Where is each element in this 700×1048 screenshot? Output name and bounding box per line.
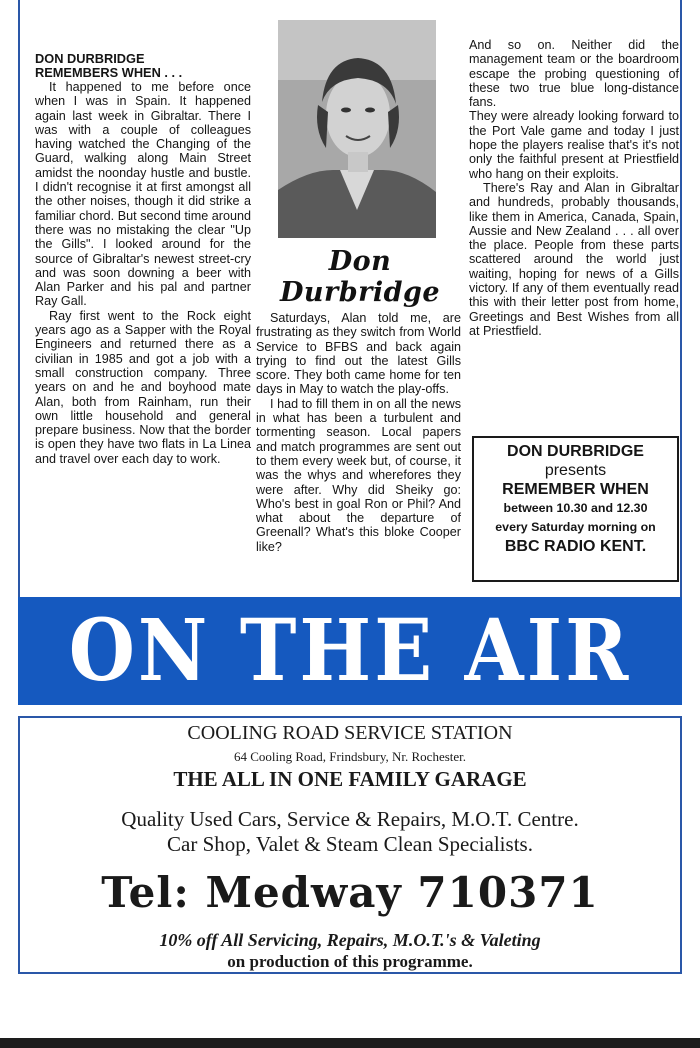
promo-presents: presents <box>544 462 607 479</box>
promo-station: BBC RADIO KENT. <box>504 538 647 555</box>
ad-slogan: THE ALL IN ONE FAMILY GARAGE <box>173 767 527 791</box>
ad-services-line-2: Car Shop, Valet & Steam Clean Specialists. <box>167 832 533 856</box>
page-bottom-rule <box>0 1038 700 1048</box>
article-paragraph: Saturdays, Alan told me, are frustrating as they switch from World Service to BFBS and back again trying to find out the latest Gills score. They both came home for ten days in May to watch the play-offs. <box>256 311 461 397</box>
garage-advert <box>18 716 682 974</box>
promo-day: every Saturday morning on <box>495 520 656 534</box>
portrait-photo <box>278 20 436 238</box>
article-paragraph: They were already looking forward to the Port Vale game and today I just hope the players realise that's it's not only the faithful present at Priestfield who hang on their exploits. <box>469 109 679 181</box>
ad-services-line-1: Quality Used Cars, Service & Repairs, M.O.T. Centre. <box>121 807 579 831</box>
ad-address: 64 Cooling Road, Frindsbury, Nr. Rochester. <box>233 749 467 764</box>
promo-presenter: DON DURBRIDGE <box>507 443 644 460</box>
article-paragraph: Ray first went to the Rock eight years ago as a Sapper with the Royal Engineers and returned there as a civilian in 1985 and got a job with a small construction company. Three years on and he and boyhood mate Alan, both from Rainham, run their own little household and general prepare business. Now that the border is open they have two flats in La Linea and travel over each day to work. <box>35 308 251 466</box>
article-paragraph: It happened to me before once when I was in Spain. It happened again last week in Gibraltar. There I was with a couple of colleagues having watched the Changing of the Guard, walking along Main Street amidst the noonday hustle and bustle. I didn't recognise it at first amongst all the other noises, though it did strike a familiar chord. But second time around there was no mistaking the clear "Up the Gills". I looked around for the source of Gibraltar's newest street-cry and was soon downing a beer with Alan Parker and his pal and partner Ray Gall. <box>35 80 251 309</box>
ad-offer-line-2: on production of this programme. <box>227 952 473 971</box>
article-paragraph: I had to fill them in on all the news in what has been a turbulent and tormenting season. Local papers and match programmes are sent out to them every week but, of course, it was the whys and wherefores they were after. Why did Sheiky go: Who's best in goal Ron or Phil? And what about the departure of Greenall? What's this bloke Cooper like? <box>256 396 461 554</box>
article-column-1 <box>35 52 251 466</box>
article-column-2 <box>256 311 461 554</box>
ad-offer-line-1: 10% off All Servicing, Repairs, M.O.T.'s & Valeting <box>159 930 541 950</box>
on-the-air-banner <box>18 597 682 705</box>
promo-show-title: REMEMBER WHEN <box>502 481 649 498</box>
article-headline: DON DURBRIDGE REMEMBERS WHEN . . . <box>35 51 183 80</box>
author-signature: Don Durbridge <box>279 246 441 308</box>
article-paragraph: And so on. Neither did the management team or the boardroom escape the probing questioning of these two true blue long-distance fans. <box>469 38 679 110</box>
banner-title: ON THE AIR <box>68 600 632 701</box>
article-column-3 <box>469 38 679 338</box>
promo-time: between 10.30 and 12.30 <box>503 501 648 515</box>
ad-business-name: COOLING ROAD SERVICE STATION <box>187 722 513 744</box>
article-paragraph: There's Ray and Alan in Gibraltar and hundreds, probably thousands, like them in America, Canada, Spain, Aussie and New Zealand . . . all over the place. People from these parts scattered around the world just waiting, hoping for news of a Gills victory. If any of them eventually read this with their letter post from home, Greetings and Best Wishes from all at Priestfield. <box>469 180 679 338</box>
radio-promo-box <box>472 436 679 582</box>
ad-phone-number: Tel: Medway 710371 <box>101 868 599 917</box>
portrait-photo-icon <box>278 20 436 238</box>
